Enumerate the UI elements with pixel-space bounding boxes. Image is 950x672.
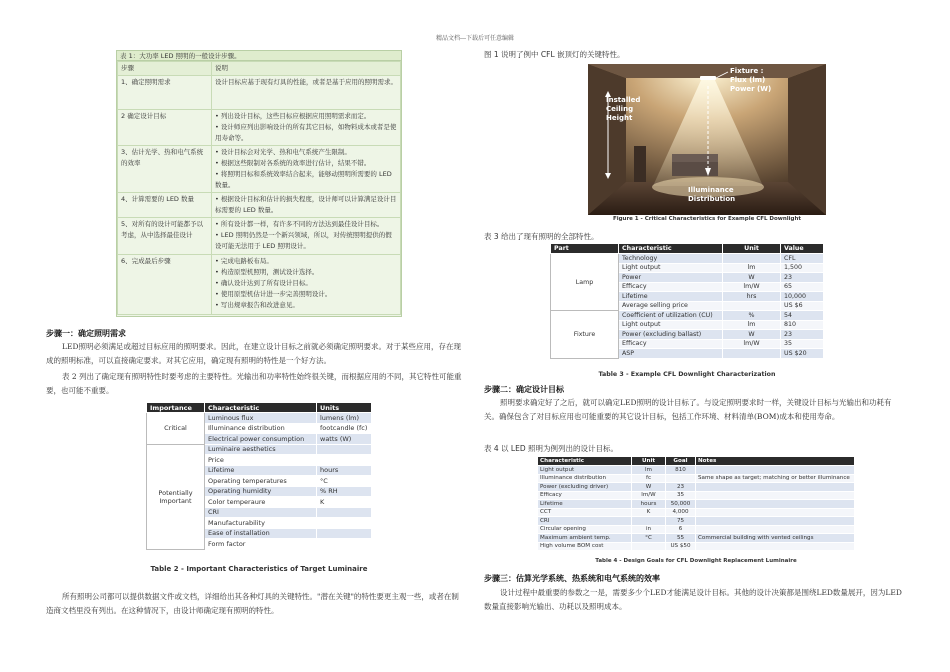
table-4-cell: W <box>632 483 666 492</box>
table-4-header: Characteristic <box>538 457 632 466</box>
table-3-cell: 54 <box>781 311 824 321</box>
table-3-cell: Technology <box>619 254 723 264</box>
table-3-cell: W <box>723 273 781 283</box>
table-2-characteristics <box>146 402 372 557</box>
table-4-cell: K <box>632 508 666 517</box>
table-3-cell: hrs <box>723 292 781 302</box>
table-2-cell: lumens (lm) <box>317 413 372 424</box>
table-4-cell: Illuminance distribution <box>538 474 632 483</box>
table-1-step: 3、估计光学、热和电气系统的效率 <box>118 146 212 193</box>
table-3-cell: 35 <box>781 339 824 349</box>
table-2-cell: Electrical power consumption <box>205 434 317 445</box>
table-4-cell <box>666 474 696 483</box>
table-2-header: Importance <box>147 403 205 413</box>
label-fixture: Fixture : <box>730 67 764 75</box>
table-3-group-fixture: Fixture <box>551 311 619 359</box>
table-3-cell: 1,500 <box>781 263 824 273</box>
table-2-cell <box>317 528 372 539</box>
label-power: Power (W) <box>730 85 772 93</box>
table-3-cell: CFL <box>781 254 824 264</box>
table-1-desc: • 设计目标会对光学、热和电气系统产生限制。 • 根据这些限制对各系统的效率进行估计，结果不错。 • 将照明目标和系统效率结合起来，能够动照明所需要的 LED 数量。 <box>212 146 401 193</box>
table-3-cell: US $20 <box>781 349 824 359</box>
table-4-cell: 75 <box>666 517 696 526</box>
table-1-header-desc: 说明 <box>212 62 401 76</box>
table-4-cell: 810 <box>666 466 696 475</box>
table-1-desc: • 列出设计目标，这些目标应根据应用照明需求而定。 • 设计师应列出影响设计的所有其它目标，如物料成本或者是使用寿命等。 <box>212 110 401 146</box>
label-ceiling: Ceiling <box>606 105 634 113</box>
table-4-cell: Lifetime <box>538 500 632 509</box>
table-2-cell <box>317 518 372 529</box>
table-3-header: Unit <box>723 244 781 254</box>
table-3-cell: lm/W <box>723 282 781 292</box>
table-3-header: Value <box>781 244 824 254</box>
table-3-header: Part <box>551 244 619 254</box>
table-3-cell: Efficacy <box>619 339 723 349</box>
table-4-cell: US $50 <box>666 542 696 551</box>
table-1-desc: • 根据设计目标和估计的损失程度，设计师可以计算满足设计目标需要的 LED 数量。 <box>212 193 401 218</box>
table-2-cell: Lifetime <box>205 465 317 476</box>
table-2-cell: °C <box>317 476 372 487</box>
table-2-cell: watts (W) <box>317 434 372 445</box>
step-2-paragraph-2: 表 4 以 LED 照明为例列出的设计目标。 <box>484 444 618 453</box>
table-2-group-critical: Critical <box>147 413 205 445</box>
table-2-cell: Operating temperatures <box>205 476 317 487</box>
table-3-group-lamp: Lamp <box>551 254 619 311</box>
table-2-cell: Manufacturability <box>205 518 317 529</box>
table-4-cell <box>696 466 855 475</box>
page-header: 精品文档---下载后可任意编辑 <box>435 35 515 42</box>
label-illuminance: Illuminance <box>688 186 734 194</box>
table-4-cell <box>696 525 855 534</box>
figure-1-room-image <box>588 64 826 215</box>
table-4-cell <box>696 517 855 526</box>
table-4-cell: °C <box>632 534 666 543</box>
table-1-step: 6、完成最后步骤 <box>118 255 212 315</box>
table-1-title: 表 1：大功率 LED 照明的一般设计步骤。 <box>117 51 401 61</box>
table-2-cell: footcandle (fc) <box>317 423 372 434</box>
table-4-cell: fc <box>632 474 666 483</box>
table-3-cell: 10,000 <box>781 292 824 302</box>
table-4-cell: High volume BOM cost <box>538 542 632 551</box>
table-4-cell: 6 <box>666 525 696 534</box>
table-2-cell <box>317 539 372 550</box>
step-3-paragraph: 设计过程中最重要的参数之一是，需要多少个LED才能满足设计目标。其他的设计决策都是围绕LED数量展开，因为LED数量直接影响光输出、功耗以及照明成本。 <box>484 588 902 611</box>
table-3-cell: Power <box>619 273 723 283</box>
table-4-cell <box>696 542 855 551</box>
table-2-cell: Color temperaure <box>205 497 317 508</box>
table-4-cell: Same shape as target; matching or better illuminance <box>696 474 855 483</box>
table-3-intro: 表 3 给出了现有照明的全部特性。 <box>484 232 599 241</box>
table-1-design-steps <box>116 50 402 317</box>
table-3-cell: Light output <box>619 263 723 273</box>
table-4-cell: Commercial building with vented ceilings <box>696 534 855 543</box>
table-4-cell: hours <box>632 500 666 509</box>
table-3-cell: Coefficient of utilization (CU) <box>619 311 723 321</box>
room-illustration <box>588 64 826 215</box>
table-2-cell: Form factor <box>205 539 317 550</box>
table-2-caption: Table 2 - Important Characteristics of Target Luminaire <box>150 565 368 573</box>
table-4-cell: CRI <box>538 517 632 526</box>
table-3-cell: Power (excluding ballast) <box>619 330 723 340</box>
table-3-cell: Average selling price <box>619 301 723 311</box>
table-1-step: 4、计算需要的 LED 数量 <box>118 193 212 218</box>
table-3-cell: 65 <box>781 282 824 292</box>
figure-1-caption: Figure 1 - Critical Characteristics for Example CFL Downlight <box>612 216 802 222</box>
table-2-cell: hours <box>317 465 372 476</box>
table-4-cell: 55 <box>666 534 696 543</box>
table-4-header: Unit <box>632 457 666 466</box>
table-3-cell: Light output <box>619 320 723 330</box>
table-4-cell: in <box>632 525 666 534</box>
table-2-cell: Luminous flux <box>205 413 317 424</box>
table-4-design-goals <box>537 456 855 554</box>
table-3-cell: lm <box>723 320 781 330</box>
step-3-heading: 步骤三：估算光学系统、热系统和电气系统的效率 <box>484 574 660 583</box>
table-2-cell: Luminaire aesthetics <box>205 444 317 455</box>
table-3-cfl-characterization <box>550 243 824 365</box>
table-2-group-potential: Potentially Important <box>147 444 205 549</box>
table-3-cell: % <box>723 311 781 321</box>
table-4-cell <box>696 491 855 500</box>
table-1-desc: • 所有设计都一样，有许多不同的方法达到最佳设计目标。 • LED 照明仍然是一个新兴领域，所以，对传统照明提供的假设可能无法用于 LED 照明设计。 <box>212 218 401 255</box>
table-3-cell: ASP <box>619 349 723 359</box>
table-4-cell <box>696 483 855 492</box>
table-3-cell: US $6 <box>781 301 824 311</box>
table-3-cell: lm <box>723 263 781 273</box>
step-1-heading: 步骤一：确定照明需求 <box>46 329 126 338</box>
table-4-cell <box>696 500 855 509</box>
label-height: Height <box>606 114 633 122</box>
table-1-desc: 设计目标应基于现有灯具的性能，或者是基于应用的照明需求。 <box>212 76 401 110</box>
table-4-cell <box>632 542 666 551</box>
table-4-cell: lm/W <box>632 491 666 500</box>
table-2-cell: Illuminance distribution <box>205 423 317 434</box>
step-1-paragraph-1: LED照明必须满足或超过目标应用的照明要求。因此，在建立设计目标之前就必须确定照明要求。对于某些应用，存在现成的照明标准，可以直接确定要求。对其它应用，确定现有照明的特性是一个好方法。 <box>46 342 461 365</box>
table-3-cell: lm/W <box>723 339 781 349</box>
table-2-header: Units <box>317 403 372 413</box>
table-4-cell: Power (excluding driver) <box>538 483 632 492</box>
table-3-cell: 23 <box>781 330 824 340</box>
table-2-cell: Price <box>205 455 317 466</box>
table-4-cell: Light output <box>538 466 632 475</box>
table-2-cell: Operating humidity <box>205 486 317 497</box>
figure-1-intro: 图 1 说明了例中 CFL 嵌顶灯的关键特性。 <box>484 50 625 59</box>
table-3-cell: Lifetime <box>619 292 723 302</box>
table-1-step: 5、对所有的设计可能都予以考虑，从中选择最佳设计 <box>118 218 212 255</box>
table-3-cell: 23 <box>781 273 824 283</box>
table-4-header: Goal <box>666 457 696 466</box>
table-2-cell: K <box>317 497 372 508</box>
table-2-cell: Ease of installation <box>205 528 317 539</box>
table-3-cell <box>723 254 781 264</box>
table-4-cell: Circular opening <box>538 525 632 534</box>
table-1-desc: • 完成电路板布局。 • 构造原型机照明，测试设计选择。 • 确认设计达到了所有设计目标。 • 使用原型机估计进一步完善照明设计。 • 写出规章报告和改进意见。 <box>212 255 401 315</box>
table-3-header: Characteristic <box>619 244 723 254</box>
table-3-cell: W <box>723 330 781 340</box>
table-1-step: 1、确定照明需求 <box>118 76 212 110</box>
table-3-caption: Table 3 - Example CFL Downlight Characterization <box>598 371 776 378</box>
label-distribution: Distribution <box>688 195 736 203</box>
table-1-header-step: 步骤 <box>118 62 212 76</box>
table-2-cell: CRI <box>205 507 317 518</box>
table-4-cell: 35 <box>666 491 696 500</box>
step-1-paragraph-2: 表 2 列出了确定现有照明特性时要考虑的主要特性。光输出和功率特性始终很关键，而根据应用的不同，其它特性可能重要，也可能不重要。 <box>46 372 462 395</box>
table-4-header: Notes <box>696 457 855 466</box>
table-4-cell <box>632 517 666 526</box>
table-3-cell: Efficacy <box>619 282 723 292</box>
table-2-cell: % RH <box>317 486 372 497</box>
table-2-cell <box>317 444 372 455</box>
table-2-cell <box>317 507 372 518</box>
label-flux: Flux (lm) <box>730 76 766 84</box>
table-3-cell <box>723 349 781 359</box>
table-1-step: 2 确定设计目标 <box>118 110 212 146</box>
table-2-header: Characteristic <box>205 403 317 413</box>
table-2-cell <box>317 455 372 466</box>
table-4-cell: CCT <box>538 508 632 517</box>
table-4-cell: 50,000 <box>666 500 696 509</box>
table-3-cell: 810 <box>781 320 824 330</box>
table-4-cell: 4,000 <box>666 508 696 517</box>
table-3-cell <box>723 301 781 311</box>
table-4-caption: Table 4 - Design Goals for CFL Downlight Replacement Luminaire <box>595 558 797 564</box>
table-4-cell: 23 <box>666 483 696 492</box>
step-2-heading: 步骤二：确定设计目标 <box>484 385 564 394</box>
table-4-cell: Efficacy <box>538 491 632 500</box>
table-4-cell: Maximum ambient temp. <box>538 534 632 543</box>
bottom-left-paragraph: 所有照明公司都可以提供数据文件或文档，详细给出其各种灯具的关键特性。"潜在关键"的特性要更主观一些，或者在制造商文档里没有列出。在这种情况下，由设计师确定现有照明的特性。 <box>46 592 459 615</box>
step-2-paragraph-1: 照明要求确定好了之后，就可以确定LED照明的设计目标了。与设定照明要求时一样，关键设计目标与光输出和功耗有关。确保包含了对目标应用也可能重要的其它设计目标，包括工作环境、材料清单(BOM)成本和使用寿命。 <box>484 398 892 421</box>
table-4-cell <box>696 508 855 517</box>
label-installed: Installed <box>606 96 641 104</box>
table-4-cell: lm <box>632 466 666 475</box>
